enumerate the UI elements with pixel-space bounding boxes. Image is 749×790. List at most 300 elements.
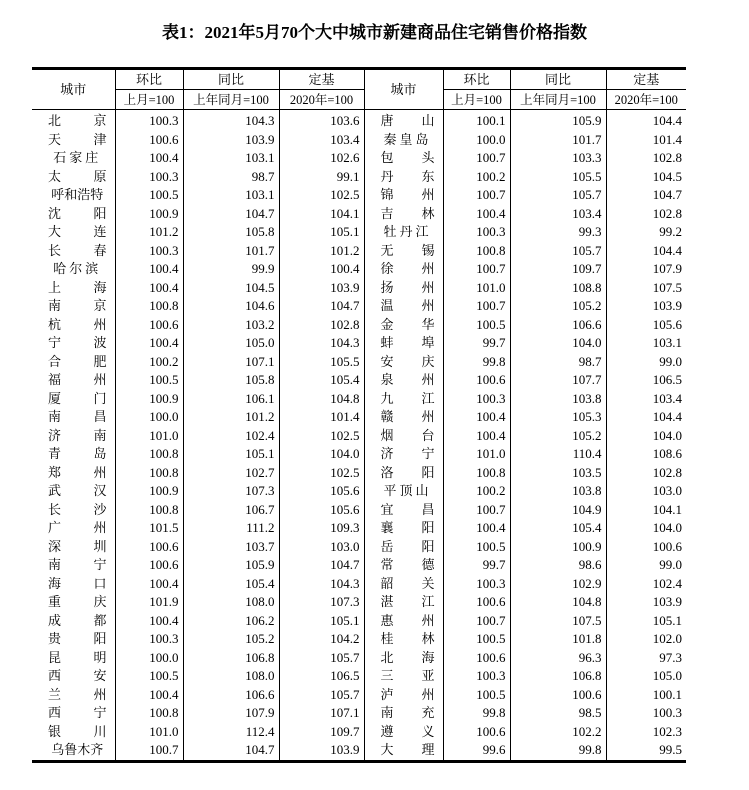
mom-value: 100.3 (115, 630, 183, 649)
city-name: 牡丹江 (383, 224, 432, 240)
city-name: 重 庆 (48, 594, 107, 610)
base-value: 103.9 (279, 279, 364, 298)
yoy-value: 101.7 (510, 131, 606, 150)
mom-value: 100.4 (115, 149, 183, 168)
city-cell (32, 186, 115, 205)
city-name: 襄 阳 (380, 520, 435, 536)
city-name: 赣 州 (380, 409, 435, 425)
mom-value: 100.6 (115, 538, 183, 557)
mom-value: 99.6 (443, 741, 510, 761)
base-value: 104.2 (279, 630, 364, 649)
base-value: 103.1 (606, 334, 686, 353)
mom-value: 100.4 (443, 427, 510, 446)
city-name: 蚌 埠 (380, 335, 435, 351)
yoy-value: 104.7 (183, 741, 279, 761)
city-name: 合 肥 (48, 353, 107, 369)
city-cell (32, 205, 115, 224)
yoy-value: 102.7 (183, 464, 279, 483)
mom-value: 100.6 (443, 723, 510, 742)
base-value: 108.6 (606, 445, 686, 464)
yoy-value: 103.5 (510, 464, 606, 483)
city-name: 金 华 (380, 316, 435, 332)
city-cell (32, 260, 115, 279)
table-row (32, 667, 686, 686)
base-value: 102.8 (606, 149, 686, 168)
yoy-value: 105.2 (510, 297, 606, 316)
table-row (32, 501, 686, 520)
city-cell (364, 149, 443, 168)
yoy-value: 105.4 (510, 519, 606, 538)
base-value: 102.3 (606, 723, 686, 742)
table-row (32, 297, 686, 316)
base-value: 105.6 (606, 316, 686, 335)
base-value: 100.4 (279, 260, 364, 279)
table-row (32, 630, 686, 649)
yoy-value: 106.7 (183, 501, 279, 520)
mom-value: 100.6 (115, 316, 183, 335)
city-name: 武 汉 (48, 483, 107, 499)
city-cell (32, 556, 115, 575)
yoy-value: 98.7 (183, 168, 279, 187)
yoy-value: 101.8 (510, 630, 606, 649)
yoy-value: 106.6 (510, 316, 606, 335)
yoy-value: 101.2 (183, 408, 279, 427)
base-value: 105.6 (279, 501, 364, 520)
city-cell (364, 223, 443, 242)
yoy-value: 100.9 (510, 538, 606, 557)
city-cell (32, 538, 115, 557)
base-value: 105.0 (606, 667, 686, 686)
yoy-value: 105.7 (510, 186, 606, 205)
mom-value: 100.6 (443, 593, 510, 612)
base-value: 109.7 (279, 723, 364, 742)
base-value: 104.4 (606, 242, 686, 261)
city-name: 平顶山 (383, 483, 432, 499)
city-cell (364, 110, 443, 131)
city-name: 常 德 (380, 557, 435, 573)
header-base-sub: 2020年=100 (606, 90, 686, 110)
base-value: 107.5 (606, 279, 686, 298)
city-name: 宜 昌 (380, 501, 435, 517)
city-cell (364, 334, 443, 353)
header-yoy: 同比 (183, 69, 279, 90)
mom-value: 100.3 (443, 223, 510, 242)
base-value: 103.9 (606, 593, 686, 612)
yoy-value: 108.0 (183, 593, 279, 612)
table-row (32, 390, 686, 409)
yoy-value: 99.3 (510, 223, 606, 242)
city-name: 兰 州 (48, 686, 107, 702)
table-row (32, 649, 686, 668)
table-row (32, 427, 686, 446)
base-value: 103.6 (279, 110, 364, 131)
city-name: 安 庆 (380, 353, 435, 369)
base-value: 104.4 (606, 110, 686, 131)
yoy-value: 107.3 (183, 482, 279, 501)
base-value: 102.8 (606, 205, 686, 224)
city-name: 无 锡 (380, 242, 435, 258)
page-title: 表1：2021年5月70个大中城市新建商品住宅销售价格指数 (162, 23, 587, 42)
city-cell (364, 686, 443, 705)
table-row (32, 260, 686, 279)
city-name: 南 充 (380, 705, 435, 721)
yoy-value: 98.6 (510, 556, 606, 575)
city-cell (32, 741, 115, 761)
header-yoy-sub: 上年同月=100 (183, 90, 279, 110)
base-value: 99.1 (279, 168, 364, 187)
yoy-value: 103.2 (183, 316, 279, 335)
yoy-value: 104.5 (183, 279, 279, 298)
mom-value: 100.2 (443, 482, 510, 501)
city-name: 扬 州 (380, 279, 435, 295)
mom-value: 100.8 (443, 464, 510, 483)
mom-value: 99.7 (443, 334, 510, 353)
base-value: 105.1 (606, 612, 686, 631)
base-value: 99.2 (606, 223, 686, 242)
city-name: 岳 阳 (380, 538, 435, 554)
mom-value: 100.4 (443, 205, 510, 224)
yoy-value: 103.4 (510, 205, 606, 224)
city-name: 深 圳 (48, 538, 107, 554)
table-row (32, 482, 686, 501)
base-value: 102.6 (279, 149, 364, 168)
city-name: 烟 台 (380, 427, 435, 443)
mom-value: 100.3 (115, 168, 183, 187)
mom-value: 100.8 (115, 501, 183, 520)
yoy-value: 108.0 (183, 667, 279, 686)
mom-value: 100.2 (115, 353, 183, 372)
yoy-value: 106.1 (183, 390, 279, 409)
base-value: 105.1 (279, 612, 364, 631)
base-value: 103.0 (606, 482, 686, 501)
mom-value: 100.6 (443, 371, 510, 390)
base-value: 102.5 (279, 427, 364, 446)
city-cell (32, 149, 115, 168)
city-cell (32, 353, 115, 372)
mom-value: 100.5 (115, 186, 183, 205)
city-cell (32, 723, 115, 742)
yoy-value: 107.9 (183, 704, 279, 723)
table-row (32, 538, 686, 557)
city-cell (32, 316, 115, 335)
city-name: 长 春 (48, 242, 107, 258)
yoy-value: 104.0 (510, 334, 606, 353)
mom-value: 100.4 (115, 279, 183, 298)
yoy-value: 103.7 (183, 538, 279, 557)
yoy-value: 96.3 (510, 649, 606, 668)
base-value: 102.5 (279, 186, 364, 205)
header-base-sub: 2020年=100 (279, 90, 364, 110)
header-yoy-sub: 上年同月=100 (510, 90, 606, 110)
mom-value: 100.6 (115, 556, 183, 575)
mom-value: 100.5 (443, 538, 510, 557)
base-value: 104.7 (279, 556, 364, 575)
yoy-value: 105.9 (510, 110, 606, 131)
city-cell (364, 390, 443, 409)
yoy-value: 105.2 (510, 427, 606, 446)
table-row (32, 223, 686, 242)
base-value: 106.5 (606, 371, 686, 390)
mom-value: 100.4 (443, 408, 510, 427)
yoy-value: 112.4 (183, 723, 279, 742)
city-name: 海 口 (48, 575, 107, 591)
city-name: 哈尔滨 (53, 261, 102, 277)
mom-value: 100.7 (443, 297, 510, 316)
base-value: 105.7 (279, 649, 364, 668)
table-row (32, 686, 686, 705)
yoy-value: 106.6 (183, 686, 279, 705)
mom-value: 100.9 (115, 390, 183, 409)
city-name: 九 江 (380, 390, 435, 406)
city-cell (32, 667, 115, 686)
table-row (32, 131, 686, 150)
base-value: 102.8 (606, 464, 686, 483)
city-cell (364, 519, 443, 538)
city-name: 沈 阳 (48, 205, 107, 221)
yoy-value: 106.8 (183, 649, 279, 668)
city-cell (364, 482, 443, 501)
mom-value: 100.4 (443, 519, 510, 538)
mom-value: 100.8 (115, 297, 183, 316)
city-cell (32, 408, 115, 427)
yoy-value: 109.7 (510, 260, 606, 279)
city-cell (364, 427, 443, 446)
city-name: 成 都 (48, 612, 107, 628)
mom-value: 100.3 (115, 242, 183, 261)
city-name: 石家庄 (53, 150, 102, 166)
mom-value: 101.0 (115, 427, 183, 446)
table-row (32, 723, 686, 742)
city-cell (32, 704, 115, 723)
city-cell (32, 593, 115, 612)
base-value: 103.4 (279, 131, 364, 150)
yoy-value: 105.8 (183, 371, 279, 390)
city-cell (32, 110, 115, 131)
mom-value: 100.7 (443, 260, 510, 279)
city-cell (364, 408, 443, 427)
city-cell (32, 279, 115, 298)
city-cell (364, 242, 443, 261)
city-cell (364, 575, 443, 594)
table-row (32, 149, 686, 168)
base-value: 101.2 (279, 242, 364, 261)
base-value: 107.9 (606, 260, 686, 279)
city-cell (364, 667, 443, 686)
city-cell (32, 297, 115, 316)
base-value: 105.5 (279, 353, 364, 372)
mom-value: 100.4 (115, 334, 183, 353)
header-yoy: 同比 (510, 69, 606, 90)
yoy-value: 98.5 (510, 704, 606, 723)
city-name: 上 海 (48, 279, 107, 295)
city-cell (32, 445, 115, 464)
city-cell (32, 371, 115, 390)
city-name: 泸 州 (380, 686, 435, 702)
yoy-value: 104.6 (183, 297, 279, 316)
city-name: 大 连 (48, 224, 107, 240)
city-cell (364, 316, 443, 335)
yoy-value: 107.5 (510, 612, 606, 631)
base-value: 104.0 (279, 445, 364, 464)
base-value: 104.7 (606, 186, 686, 205)
mom-value: 100.7 (115, 741, 183, 761)
table-row (32, 612, 686, 631)
yoy-value: 107.7 (510, 371, 606, 390)
city-name: 惠 州 (380, 612, 435, 628)
base-value: 104.3 (279, 334, 364, 353)
yoy-value: 101.7 (183, 242, 279, 261)
yoy-value: 98.7 (510, 353, 606, 372)
city-cell (364, 612, 443, 631)
yoy-value: 102.2 (510, 723, 606, 742)
base-value: 109.3 (279, 519, 364, 538)
yoy-value: 105.7 (510, 242, 606, 261)
city-name: 宁 波 (48, 335, 107, 351)
table-row (32, 556, 686, 575)
mom-value: 100.7 (443, 612, 510, 631)
base-value: 104.4 (606, 408, 686, 427)
city-name: 天 津 (48, 131, 107, 147)
city-cell (32, 427, 115, 446)
city-cell (364, 131, 443, 150)
base-value: 102.0 (606, 630, 686, 649)
yoy-value: 99.8 (510, 741, 606, 761)
header-mom-sub: 上月=100 (443, 90, 510, 110)
table-row (32, 279, 686, 298)
mom-value: 100.2 (443, 168, 510, 187)
yoy-value: 105.1 (183, 445, 279, 464)
mom-value: 99.8 (443, 704, 510, 723)
yoy-value: 103.9 (183, 131, 279, 150)
city-name: 杭 州 (48, 316, 107, 332)
base-value: 102.5 (279, 464, 364, 483)
city-name: 银 川 (48, 723, 107, 739)
yoy-value: 105.8 (183, 223, 279, 242)
yoy-value: 105.2 (183, 630, 279, 649)
city-cell (364, 205, 443, 224)
mom-value: 100.9 (115, 482, 183, 501)
yoy-value: 107.1 (183, 353, 279, 372)
city-cell (364, 593, 443, 612)
yoy-value: 111.2 (183, 519, 279, 538)
mom-value: 100.6 (443, 649, 510, 668)
mom-value: 100.3 (443, 575, 510, 594)
table-row (32, 445, 686, 464)
table-row (32, 205, 686, 224)
table-row (32, 242, 686, 261)
city-name: 南 昌 (48, 409, 107, 425)
city-cell (32, 575, 115, 594)
header-mom: 环比 (443, 69, 510, 90)
city-cell (364, 704, 443, 723)
mom-value: 100.0 (115, 649, 183, 668)
base-value: 101.4 (606, 131, 686, 150)
yoy-value: 105.0 (183, 334, 279, 353)
mom-value: 101.0 (115, 723, 183, 742)
city-name: 西 宁 (48, 705, 107, 721)
city-name: 徐 州 (380, 261, 435, 277)
header-city: 城市 (364, 69, 443, 110)
city-name: 唐 山 (380, 113, 435, 129)
city-cell (364, 538, 443, 557)
city-cell (364, 464, 443, 483)
mom-value: 100.9 (115, 205, 183, 224)
city-name: 吉 林 (380, 205, 435, 221)
city-cell (32, 390, 115, 409)
yoy-value: 103.1 (183, 186, 279, 205)
mom-value: 100.7 (443, 501, 510, 520)
city-name: 三 亚 (380, 668, 435, 684)
city-cell (364, 371, 443, 390)
yoy-value: 104.8 (510, 593, 606, 612)
mom-value: 100.3 (443, 390, 510, 409)
yoy-value: 102.4 (183, 427, 279, 446)
base-value: 100.3 (606, 704, 686, 723)
yoy-value: 104.7 (183, 205, 279, 224)
mom-value: 100.6 (115, 131, 183, 150)
base-value: 104.1 (606, 501, 686, 520)
mom-value: 100.8 (115, 445, 183, 464)
base-value: 103.0 (279, 538, 364, 557)
base-value: 105.6 (279, 482, 364, 501)
base-value: 104.8 (279, 390, 364, 409)
city-name: 太 原 (48, 168, 107, 184)
mom-value: 100.4 (115, 686, 183, 705)
mom-value: 100.8 (443, 242, 510, 261)
base-value: 106.5 (279, 667, 364, 686)
city-cell (364, 723, 443, 742)
city-cell (32, 464, 115, 483)
city-name: 青 岛 (48, 446, 107, 462)
city-cell (32, 482, 115, 501)
header-city: 城市 (32, 69, 115, 110)
yoy-value: 103.8 (510, 482, 606, 501)
city-name: 昆 明 (48, 649, 107, 665)
city-cell (32, 649, 115, 668)
city-name: 北 京 (48, 113, 107, 129)
table-row (32, 593, 686, 612)
city-cell (364, 741, 443, 761)
base-value: 103.9 (606, 297, 686, 316)
city-cell (32, 168, 115, 187)
mom-value: 100.5 (443, 316, 510, 335)
city-name: 长 沙 (48, 501, 107, 517)
base-value: 99.0 (606, 556, 686, 575)
mom-value: 100.5 (115, 667, 183, 686)
table-row (32, 519, 686, 538)
table-row (32, 464, 686, 483)
city-cell (364, 279, 443, 298)
table-row (32, 741, 686, 761)
mom-value: 99.8 (443, 353, 510, 372)
base-value: 104.3 (279, 575, 364, 594)
city-cell (364, 556, 443, 575)
yoy-value: 103.8 (510, 390, 606, 409)
mom-value: 101.5 (115, 519, 183, 538)
city-cell (364, 168, 443, 187)
city-name: 南 宁 (48, 557, 107, 573)
yoy-value: 110.4 (510, 445, 606, 464)
mom-value: 101.2 (115, 223, 183, 242)
city-cell (32, 131, 115, 150)
city-cell (32, 519, 115, 538)
table-row (32, 334, 686, 353)
base-value: 104.7 (279, 297, 364, 316)
city-name: 温 州 (380, 298, 435, 314)
city-name: 韶 关 (380, 575, 435, 591)
city-name: 桂 林 (380, 631, 435, 647)
base-value: 100.1 (606, 686, 686, 705)
